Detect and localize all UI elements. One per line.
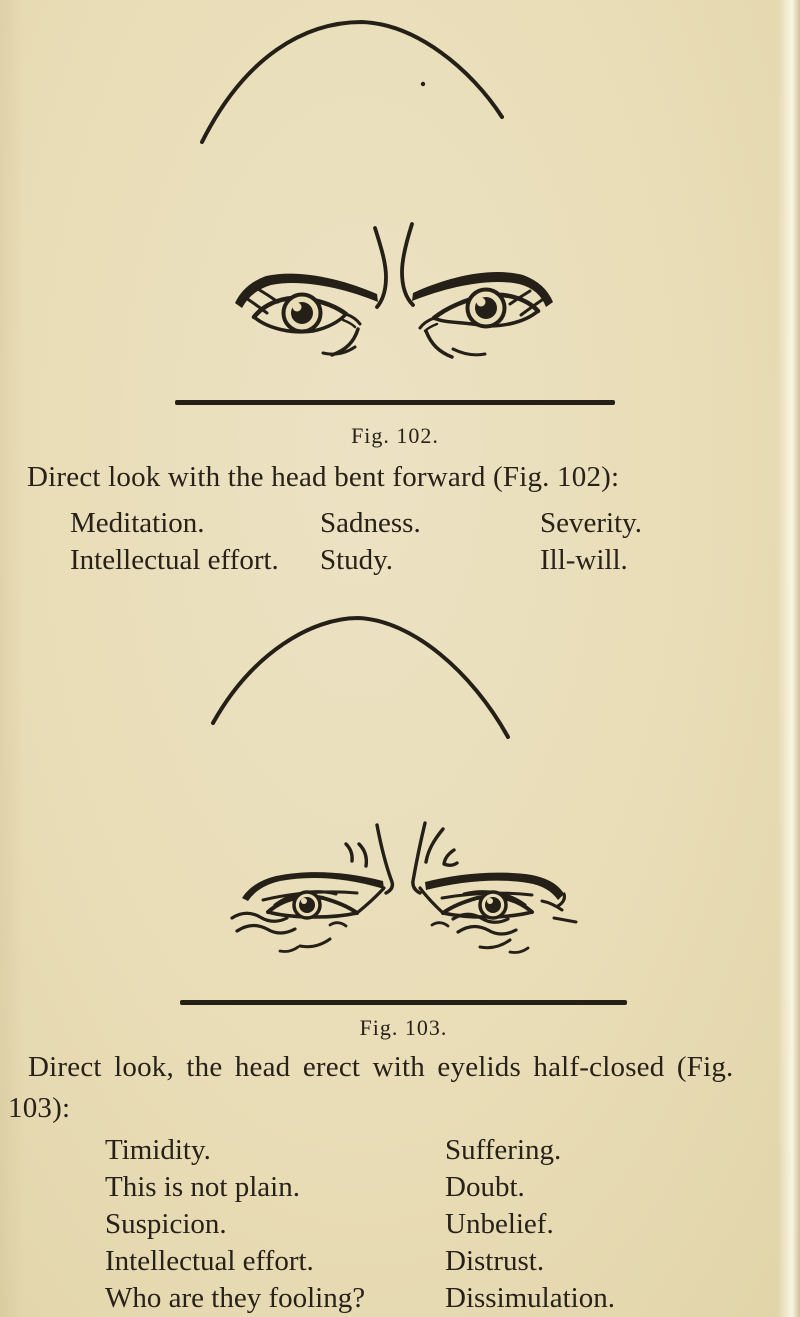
term: Suffering. [445, 1134, 562, 1166]
figure-103-term-list [105, 1132, 745, 1317]
term: Suspicion. [105, 1208, 227, 1240]
figure-103-rule [180, 1000, 627, 1005]
figure-103-illustration [180, 598, 600, 978]
term: Intellectual effort. [70, 544, 279, 576]
forehead-arc [213, 618, 508, 737]
left-under-eye-wrinkles [232, 913, 346, 951]
figure-102-heading: Direct look with the head bent forward (Fig. 102): [27, 461, 620, 493]
ink-speck [421, 82, 425, 86]
figure-103-heading-line-2: 103): [8, 1092, 71, 1124]
term: Study. [320, 544, 394, 576]
term: This is not plain. [105, 1171, 300, 1203]
term: Sadness. [320, 507, 421, 539]
left-eye [268, 888, 384, 918]
term: Ill-will. [540, 544, 628, 576]
figure-103-caption: Fig. 103. [359, 1015, 448, 1040]
term: Intellectual effort. [105, 1245, 314, 1277]
forehead-arc [202, 22, 502, 142]
figure-102-caption: Fig. 102. [351, 423, 439, 448]
term: Unbelief. [445, 1208, 554, 1240]
term: Dissimulation. [445, 1282, 615, 1314]
term: Meditation. [70, 507, 205, 539]
term: Distrust. [445, 1245, 545, 1277]
term: Timidity. [105, 1134, 211, 1166]
left-eye [254, 295, 360, 332]
term: Who are they fooling? [105, 1282, 366, 1314]
term: Doubt. [445, 1171, 525, 1203]
figure-102-term-list [70, 505, 730, 579]
term: Severity. [540, 507, 643, 539]
figure-102-illustration [150, 8, 570, 368]
figure-102-rule [175, 400, 615, 405]
figure-103-heading-line-1: Direct look, the head erect with eyelids half-closed (Fig. [28, 1051, 734, 1083]
